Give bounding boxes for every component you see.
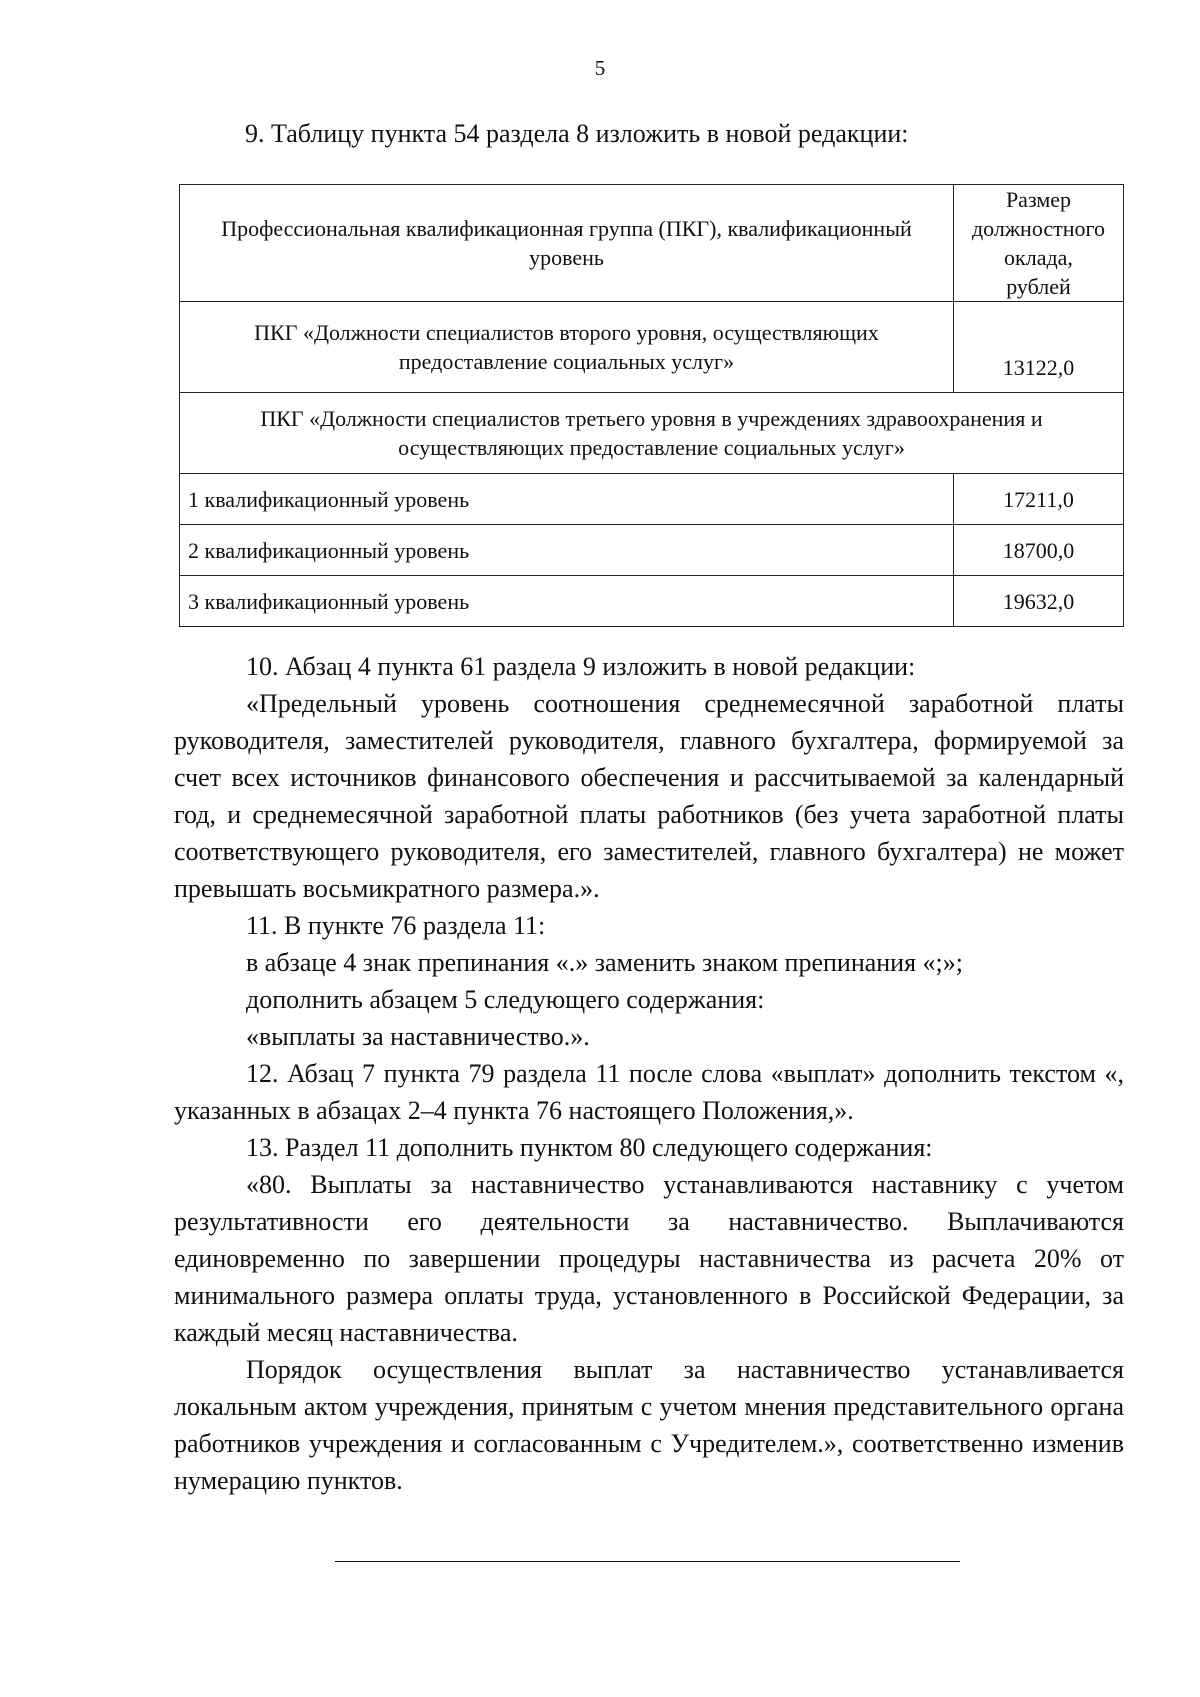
group1-value-cell: 13122,0 (953, 302, 1123, 393)
group2-label-cell: ПКГ «Должности специалистов третьего уровня в учреждениях здравоохранения и осуществляющих предоставление социальных услуг» (180, 393, 1124, 474)
paragraph: «Предельный уровень соотношения среднемесячной заработной платы руководителя, заместителей руководителя, главного бухгалтера, формируемой за счет всех источников финансового обеспечения и рассчитываемой за календарный год, и среднемесячной заработной платы работников (без учета заработной платы соответствующего руководителя, его заместителей, главного бухгалтера) не может превышать восьмикратного размера.». (174, 689, 1124, 903)
paragraph: 11. В пункте 76 раздела 11: (246, 911, 546, 940)
paragraph: дополнить абзацем 5 следующего содержания: (246, 985, 765, 1014)
level-label-cell: 1 квалификационный уровень (180, 474, 954, 525)
level-value-cell: 18700,0 (953, 525, 1123, 576)
table-row (180, 474, 1124, 525)
salary-table (179, 184, 1124, 627)
page-number: 5 (594, 56, 606, 80)
paragraph: «80. Выплаты за наставничество устанавливаются наставнику с учетом результативности его деятельности за наставничество. Выплачиваются единовременно по завершении процедуры наставничества из расчета 20% от минимального размера оплаты труда, установленного в Российской Федерации, за каждый месяц наставничества. (174, 1170, 1124, 1347)
table-row (180, 525, 1124, 576)
paragraph: Порядок осуществления выплат за наставничество устанавливается локальным актом учреждения, принятым с учетом мнения представительного органа работников учреждения и согласованным с Учредителем.», соответственно изменив нумерацию пунктов. (174, 1355, 1124, 1495)
header-salary-cell: Размер должностного оклада, рублей (953, 185, 1123, 302)
level-value-cell: 19632,0 (953, 576, 1123, 627)
header-pkg-cell: Профессиональная квалификационная группа (ПКГ), квалификационный уровень (180, 185, 954, 302)
paragraph: 10. Абзац 4 пункта 61 раздела 9 изложить в новой редакции: (246, 652, 916, 681)
table-row-group1 (180, 302, 1124, 393)
table-header-row (180, 185, 1124, 302)
paragraph: 13. Раздел 11 дополнить пунктом 80 следующего содержания: (246, 1133, 933, 1162)
item-9-heading: 9. Таблицу пункта 54 раздела 8 изложить в новой редакции: (245, 119, 909, 148)
paragraph: в абзаце 4 знак препинания «.» заменить знаком препинания «;»; (246, 948, 964, 977)
group1-label-cell: ПКГ «Должности специалистов второго уровня, осуществляющих предоставление социальных услуг» (180, 302, 954, 393)
level-label-cell: 2 квалификационный уровень (180, 525, 954, 576)
paragraph: «выплаты за наставничество.». (246, 1022, 590, 1051)
level-label-cell: 3 квалификационный уровень (180, 576, 954, 627)
end-divider (335, 1561, 960, 1562)
level-value-cell: 17211,0 (953, 474, 1123, 525)
table-row-group2 (180, 393, 1124, 474)
table-row (180, 576, 1124, 627)
paragraph: 12. Абзац 7 пункта 79 раздела 11 после слова «выплат» дополнить текстом «, указанных в абзацах 2–4 пункта 76 настоящего Положения,». (174, 1059, 1124, 1125)
body-text (174, 648, 1124, 1499)
